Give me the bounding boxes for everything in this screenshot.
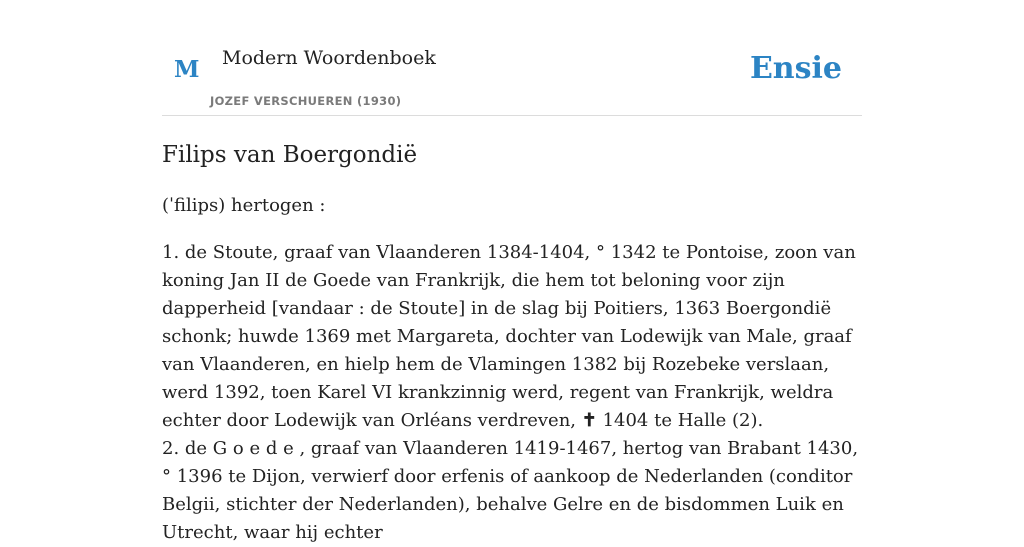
cross-icon: ✝ xyxy=(581,410,597,431)
page xyxy=(162,0,862,543)
header xyxy=(162,0,862,116)
entry-item-1-end: 1404 te Halle (2). xyxy=(602,410,764,431)
entry-title: Filips van Boergondië xyxy=(162,142,418,168)
book-author: JOZEF VERSCHUEREN (1930) xyxy=(210,94,402,108)
entry-pronunciation: (ˈfilips) hertogen : xyxy=(162,195,326,216)
entry-item-1 xyxy=(162,239,864,435)
entry-item-1-text: 1. de Stoute, graaf van Vlaanderen 1384-1404, ° 1342 te Pontoise, zoon van koning Jan II de Goede van Frankrijk, die hem tot beloning voor zijn dapperheid [vandaar : de Stoute] in de slag bij Poitiers, 1363 Boergondië schonk; huwde 1369 met Margareta, dochter van Lodewijk van Male, graaf van Vlaanderen, en hielp hem de Vlamingen 1382 bij Rozebeke verslaan, werd 1392, toen Karel VI krankzinnig werd, regent van Frankrijk, weldra echter door Lodewijk van Orléans verdreven, xyxy=(162,242,856,431)
ensie-logo[interactable]: Ensie xyxy=(749,51,842,86)
entry-item-2: 2. de G o e d e , graaf van Vlaanderen 1419-1467, hertog van Brabant 1430, ° 1396 te Dijon, verwierf door erfenis of aankoop de Nederlanden (conditor Belgii, stichter der Nederlanden), behalve Gelre en de bisdommen Luik en Utrecht, waar hij echter xyxy=(162,438,859,543)
entry-body xyxy=(162,192,864,547)
book-logo[interactable]: M xyxy=(174,56,200,83)
book-title[interactable]: Modern Woordenboek xyxy=(222,47,436,69)
